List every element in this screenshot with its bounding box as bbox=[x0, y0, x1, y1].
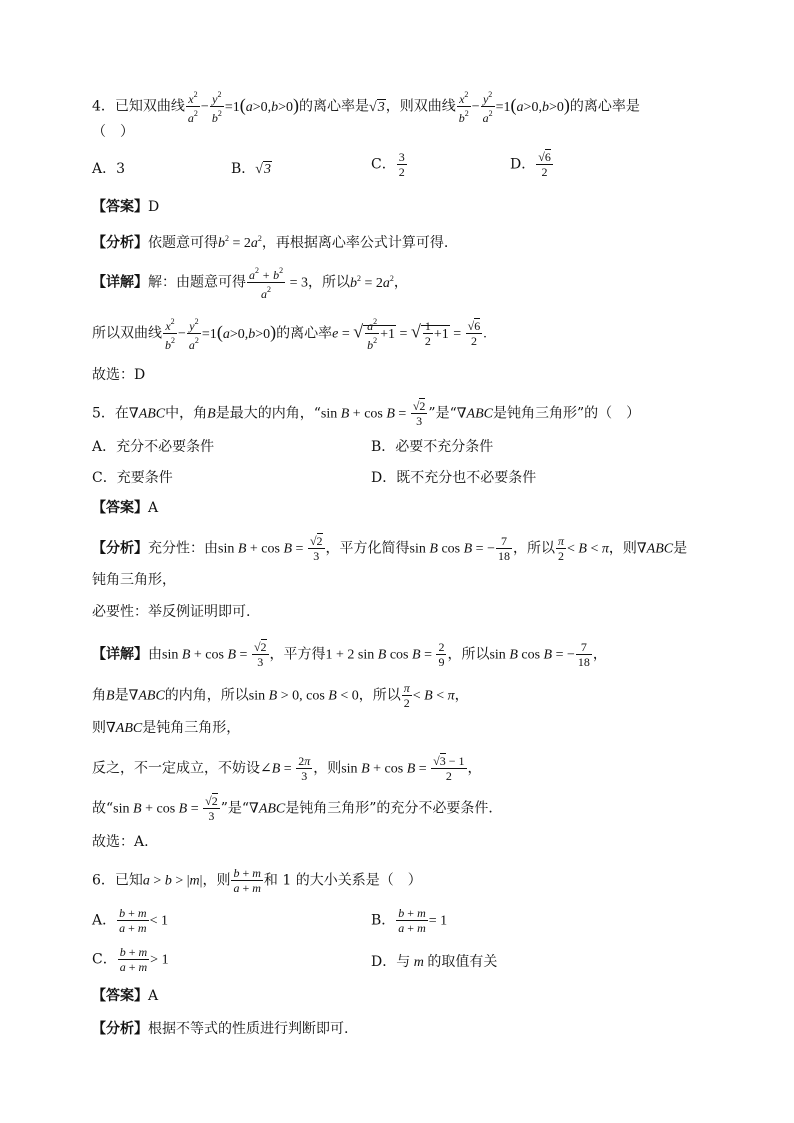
q6-answer: 【答案】A bbox=[92, 988, 159, 1004]
q6-option-d: D．与 m 的取值有关 bbox=[371, 954, 498, 970]
q5-option-a: A．充分不必要条件 bbox=[92, 439, 215, 455]
q4-option-b: B．√3 bbox=[231, 161, 271, 177]
q5-detail-3: 则∇ABC是钝角三角形， bbox=[92, 720, 241, 736]
q5-analysis-3: 必要性：举反例证明即可. bbox=[92, 604, 251, 620]
q5-answer: 【答案】A bbox=[92, 500, 159, 516]
q4-option-d: D． $\frac{√6}{2}$ bbox=[510, 150, 551, 179]
q5-option-d: D．既不充分也不必要条件 bbox=[371, 470, 537, 486]
q4-option-a: A．3 bbox=[92, 161, 126, 177]
q6-stem: 6．已知a > b > |m|，则 $\frac{b + m}{a + m}$ 和 1 的大小关系是（ ） bbox=[92, 866, 422, 895]
q4-answer: 【答案】D bbox=[92, 199, 160, 215]
q4-stem: 4．已知双曲线 $\frac{x^2}{a^2}$ − $\frac{y^2}{b^2}$ =1(a>0,b>0)的离心率是√3，则双曲线 $\frac{x^2}{b^2}$ − $\frac{y^2}{a^2}$ =1(a>0,b>0)的离心率是 bbox=[92, 90, 640, 125]
q5-detail-5: 故“sin B + cos B = $\frac{√2}{3}$ ”是“∇ABC是钝角三角形”的充分不必要条件． bbox=[92, 794, 503, 823]
q4-option-c: C． $\frac{3}{2}$ bbox=[371, 150, 405, 179]
q6-option-b: B． $\frac{b + m}{a + m}$ = 1 bbox=[371, 906, 448, 935]
q4-paren: （ ） bbox=[92, 124, 134, 140]
q6-analysis: 【分析】根据不等式的性质进行判断即可. bbox=[92, 1021, 349, 1037]
q4-choose: 故选：D bbox=[92, 367, 146, 383]
q4-analysis: 【分析】依题意可得$b^2 = 2a^2$，再根据离心率公式计算可得. bbox=[92, 234, 449, 251]
q5-detail-1: 【详解】由sin B + cos B = $\frac{√2}{3}$ ，平方得1 + 2 sin B cos B = $\frac{2}{9}$ ，所以sin B cos B = − $\frac{7}{18}$ ， bbox=[92, 640, 607, 669]
q5-stem: 5．在∇ABC中，角B是最大的内角，“sin B + cos B = $\frac{√2}{3}$ ”是“∇ABC是钝角三角形”的（ ） bbox=[92, 399, 641, 428]
q5-analysis-2: 钝角三角形， bbox=[92, 572, 176, 588]
q6-option-a: A． $\frac{b + m}{a + m}$ < 1 bbox=[92, 906, 168, 935]
q5-detail-2: 角B是∇ABC的内角，所以sin B > 0, cos B < 0，所以 $\frac{\pi}{2}$ < B < π， bbox=[92, 681, 469, 710]
q4-detail-2: 所以双曲线 $\frac{x^2}{b^2}$ − $\frac{y^2}{a^2}$ =1(a>0,b>0)的离心率e = √ $\frac{a^2}{b^2}$ +1 = √ $\frac{1}{2}$ +1 = $\frac{√6}{2}$ . bbox=[92, 317, 487, 352]
q5-option-c: C．充要条件 bbox=[92, 470, 173, 486]
q5-detail-4: 反之，不一定成立，不妨设∠B = $\frac{2\pi}{3}$ ，则sin B + cos B = $\frac{√3 - 1}{2}$ ， bbox=[92, 754, 482, 783]
q5-analysis-1: 【分析】充分性：由sin B + cos B = $\frac{√2}{3}$ ，平方化简得sin B cos B = − $\frac{7}{18}$ ，所以 $\frac{\pi}{2}$ < B < π，则∇ABC是 bbox=[92, 534, 688, 563]
q5-option-b: B．必要不充分条件 bbox=[371, 439, 494, 455]
q6-option-c: C． $\frac{b + m}{a + m}$ > 1 bbox=[92, 945, 169, 974]
q5-choose: 故选：A. bbox=[92, 834, 149, 850]
q4-detail-1: 【详解】解：由题意可得 $\frac{a^2 + b^2}{a^2}$ = 3，所以$b^2 = 2a^2$， bbox=[92, 266, 408, 301]
